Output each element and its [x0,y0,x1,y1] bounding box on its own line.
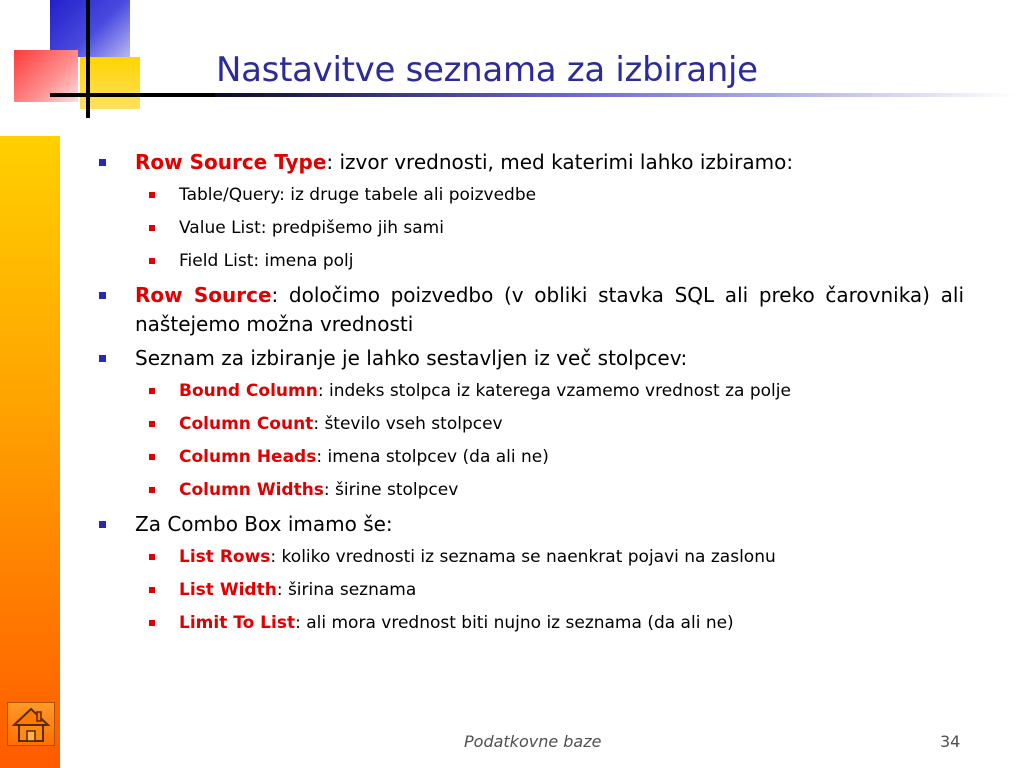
page-number: 34 [940,732,961,751]
term-label: Column Heads [179,447,317,467]
item-text: Za Combo Box imamo še: [135,512,393,536]
list-item [96,510,964,539]
list-item [96,281,964,339]
term-label: Row Source Type [135,150,327,174]
square-bullet-icon [149,388,155,394]
list-item [96,344,964,373]
item-text: : izvor vrednosti, med katerimi lahko izbiramo: [326,150,794,174]
square-bullet-icon [149,587,155,593]
item-text: : določimo poizvedbo (v obliki stavka SQL ali preko čarovnika) ali naštejemo možna vrednosti [135,283,965,336]
logo-vertical-line [86,0,90,118]
item-text: : širine stolpcev [323,480,459,500]
list-item [96,181,964,210]
square-bullet-icon [99,159,106,166]
term-label: Column Widths [179,480,324,500]
term-label: Limit To List [179,613,296,633]
list-item [96,410,964,439]
item-text: Field List: imena polj [179,251,354,271]
home-icon [8,703,54,745]
term-label: List Rows [179,547,271,567]
item-text: : ali mora vrednost biti nujno iz seznama (da ali ne) [295,613,734,633]
square-bullet-icon [99,521,106,528]
footer-text: Podatkovne baze [464,732,602,751]
home-button[interactable] [7,702,55,746]
item-text: : indeks stolpca iz katerega vzamemo vrednost za polje [317,381,791,401]
square-bullet-icon [99,292,106,299]
slide-content [96,143,964,638]
item-text: Table/Query: iz druge tabele ali poizvedbe [179,185,537,205]
list-item [96,476,964,505]
logo-blue-square [50,0,130,57]
item-text: Seznam za izbiranje je lahko sestavljen iz več stolpcev: [135,346,688,370]
item-text: Value List: predpišemo jih sami [179,218,444,238]
term-label: Row Source [135,283,272,307]
list-item [96,214,964,243]
square-bullet-icon [99,355,106,362]
item-text: : širina seznama [276,580,417,600]
item-text: : koliko vrednosti iz seznama se naenkrat pojavi na zaslonu [270,547,776,567]
square-bullet-icon [149,620,155,626]
title-underline [215,93,1015,97]
page-title: Nastavitve seznama za izbiranje [216,50,758,90]
item-text: : imena stolpcev (da ali ne) [316,447,549,467]
square-bullet-icon [149,454,155,460]
square-bullet-icon [149,192,155,198]
term-label: Column Count [179,414,314,434]
list-item [96,377,964,406]
list-item [96,443,964,472]
item-text: : število vseh stolpcev [313,414,503,434]
square-bullet-icon [149,421,155,427]
list-item [96,609,964,638]
list-item [96,576,964,605]
list-item [96,148,964,177]
logo-horizontal-line [50,93,215,97]
square-bullet-icon [149,225,155,231]
left-sidebar-bar [0,136,60,768]
term-label: Bound Column [179,381,318,401]
list-item [96,247,964,276]
square-bullet-icon [149,487,155,493]
square-bullet-icon [149,258,155,264]
square-bullet-icon [149,554,155,560]
list-item [96,543,964,572]
term-label: List Width [179,580,277,600]
